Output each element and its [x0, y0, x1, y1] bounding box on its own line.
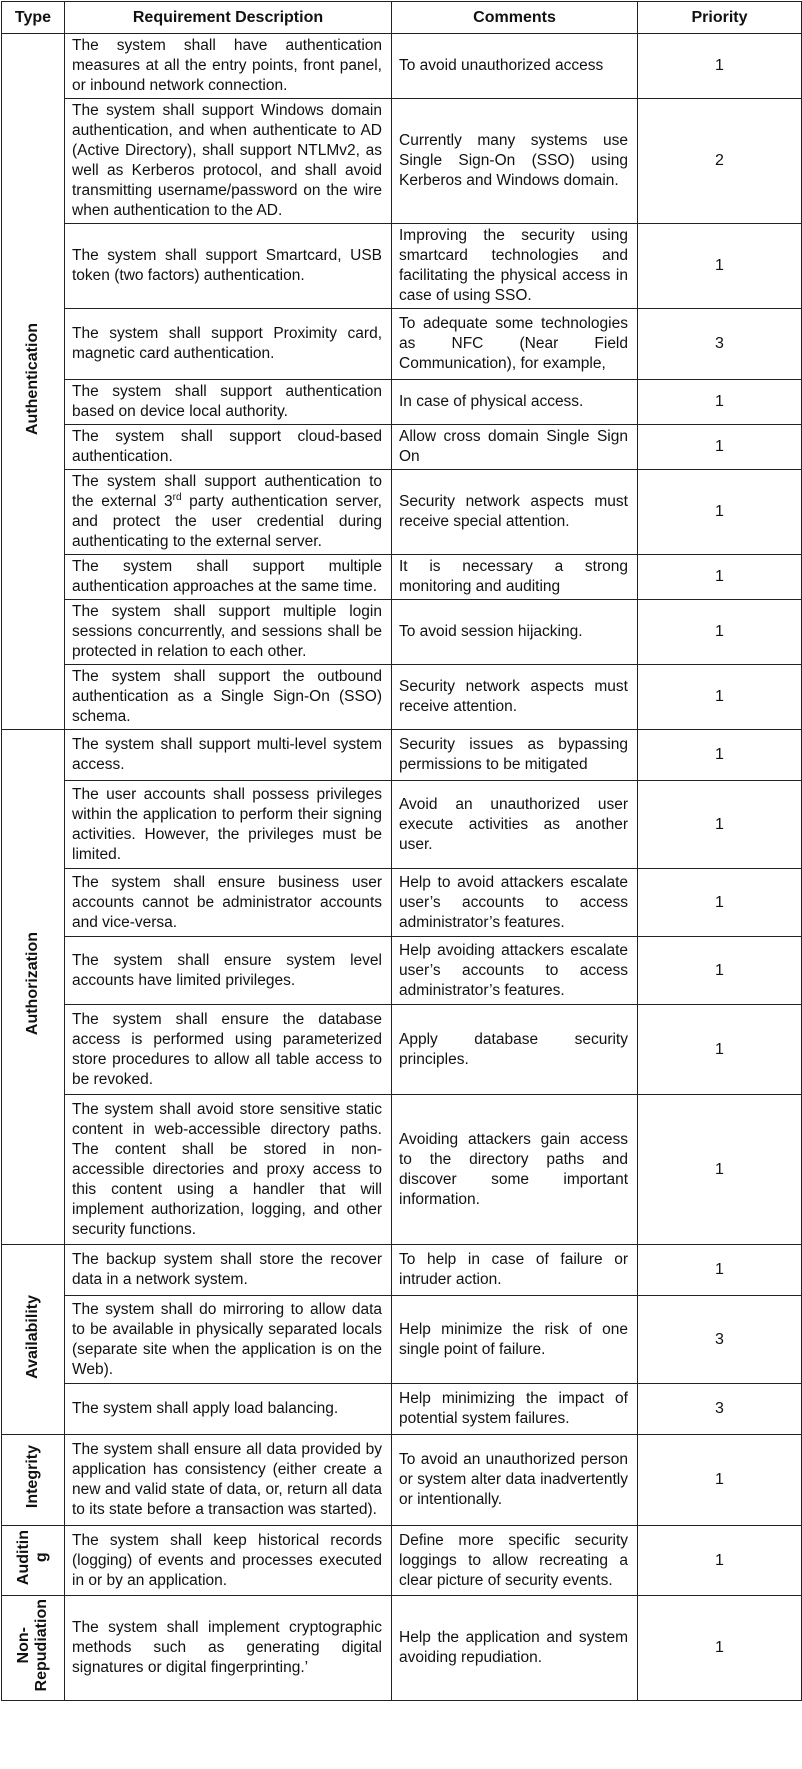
priority-cell: 1 — [638, 665, 802, 730]
description-cell: The system shall support multiple login sessions concurrently, and sessions shall be protected in relation to each other. — [65, 600, 392, 665]
table-row — [2, 1245, 802, 1296]
type-label-line: g — [33, 1552, 50, 1563]
table-row — [2, 781, 802, 869]
priority-cell: 3 — [638, 1384, 802, 1435]
comments-cell: Help minimizing the impact of potential system failures. — [392, 1384, 638, 1435]
header-description: Requirement Description — [65, 2, 392, 34]
type-cell-integrity — [2, 1435, 65, 1526]
description-cell: The system shall have authentication measures at all the entry points, front panel, or inbound network connection. — [65, 34, 392, 99]
priority-cell: 3 — [638, 1296, 802, 1384]
comments-cell: Help minimize the risk of one single point of failure. — [392, 1296, 638, 1384]
description-cell: The system shall keep historical records (logging) of events and processes executed in or by an application. — [65, 1526, 392, 1596]
ordinal-suffix: rd — [172, 491, 182, 503]
comments-cell: Security network aspects must receive special attention. — [392, 470, 638, 555]
comments-cell: Security issues as bypassing permissions to be mitigated — [392, 730, 638, 781]
comments-cell: To avoid an unauthorized person or system alter data inadvertently or intentionally. — [392, 1435, 638, 1526]
comments-cell: Help to avoid attackers escalate user’s accounts to access administrator’s features. — [392, 869, 638, 937]
priority-cell: 1 — [638, 1596, 802, 1701]
table-row — [2, 555, 802, 600]
type-label — [15, 1599, 51, 1691]
priority-cell: 1 — [638, 34, 802, 99]
type-label-line: Non- — [15, 1626, 32, 1664]
table-row — [2, 665, 802, 730]
priority-cell: 1 — [638, 555, 802, 600]
description-cell: The system shall avoid store sensitive static content in web-accessible directory paths. The content shall be stored in non-accessible directories and proxy access to this content using a handler that will implement authorization, logging, and other security functions. — [65, 1095, 392, 1245]
comments-cell: Apply database security principles. — [392, 1005, 638, 1095]
description-cell: The system shall support Proximity card, magnetic card authentication. — [65, 309, 392, 380]
comments-cell: Help avoiding attackers escalate user’s accounts to access administrator’s features. — [392, 937, 638, 1005]
table-row — [2, 1526, 802, 1596]
description-cell: The system shall ensure all data provided by application has consistency (either create a new and valid state of data, or, return all data to its state before a transaction was started). — [65, 1435, 392, 1526]
table-row — [2, 937, 802, 1005]
table-row — [2, 380, 802, 425]
type-cell-availability — [2, 1245, 65, 1435]
table-row — [2, 309, 802, 380]
description-cell: The system shall support the outbound authentication as a Single Sign-On (SSO) schema. — [65, 665, 392, 730]
comments-cell: Help the application and system avoiding repudiation. — [392, 1596, 638, 1701]
priority-cell: 1 — [638, 224, 802, 309]
comments-cell: In case of physical access. — [392, 380, 638, 425]
table-row — [2, 600, 802, 665]
table-row — [2, 470, 802, 555]
description-cell: The user accounts shall possess privileges within the application to perform their signing activities. However, the privileges must be limited. — [65, 781, 392, 869]
comments-cell: It is necessary a strong monitoring and auditing — [392, 555, 638, 600]
comments-cell: Security network aspects must receive attention. — [392, 665, 638, 730]
comments-cell: Avoiding attackers gain access to the directory paths and discover some important information. — [392, 1095, 638, 1245]
priority-cell: 1 — [638, 781, 802, 869]
priority-cell: 1 — [638, 425, 802, 470]
priority-cell: 1 — [638, 470, 802, 555]
type-label: Authorization — [24, 932, 41, 1036]
table-row — [2, 224, 802, 309]
comments-cell: Define more specific security loggings to allow recreating a clear picture of security events. — [392, 1526, 638, 1596]
type-cell-authentication — [2, 34, 65, 730]
description-cell: The system shall support authentication based on device local authority. — [65, 380, 392, 425]
type-label: Availability — [24, 1294, 41, 1379]
type-label: Authentication — [24, 322, 41, 435]
requirements-table — [1, 1, 802, 1701]
header-type: Type — [2, 2, 65, 34]
priority-cell: 1 — [638, 1245, 802, 1296]
table-row — [2, 34, 802, 99]
priority-cell: 2 — [638, 99, 802, 224]
priority-cell: 1 — [638, 1095, 802, 1245]
description-cell — [65, 470, 392, 555]
type-label: Integrity — [24, 1445, 41, 1509]
type-label — [15, 1530, 51, 1585]
comments-cell: To help in case of failure or intruder action. — [392, 1245, 638, 1296]
comments-cell: Currently many systems use Single Sign-On (SSO) using Kerberos and Windows domain. — [392, 99, 638, 224]
description-cell: The system shall ensure the database access is performed using parameterized store procedures to allow all table access to be revoked. — [65, 1005, 392, 1095]
priority-cell: 1 — [638, 937, 802, 1005]
priority-cell: 1 — [638, 380, 802, 425]
description-text: The system shall support authentication to the external 3 — [72, 473, 382, 510]
type-cell-authorization — [2, 730, 65, 1245]
comments-cell: To avoid unauthorized access — [392, 34, 638, 99]
description-cell: The system shall do mirroring to allow data to be available in physically separated locals (separate site when the application is on the Web). — [65, 1296, 392, 1384]
table-row — [2, 730, 802, 781]
description-cell: The system shall support multiple authentication approaches at the same time. — [65, 555, 392, 600]
table-row — [2, 869, 802, 937]
table-row — [2, 1296, 802, 1384]
type-label-line: Auditin — [15, 1529, 32, 1586]
priority-cell: 1 — [638, 1005, 802, 1095]
table-row — [2, 1596, 802, 1701]
description-cell: The backup system shall store the recover data in a network system. — [65, 1245, 392, 1296]
priority-cell: 3 — [638, 309, 802, 380]
comments-cell: To avoid session hijacking. — [392, 600, 638, 665]
header-row — [2, 2, 802, 34]
description-cell: The system shall support multi-level system access. — [65, 730, 392, 781]
table-row — [2, 425, 802, 470]
comments-cell: Allow cross domain Single Sign On — [392, 425, 638, 470]
comments-cell: Avoid an unauthorized user execute activities as another user. — [392, 781, 638, 869]
table-row — [2, 1095, 802, 1245]
table-row — [2, 1005, 802, 1095]
comments-cell: Improving the security using smartcard technologies and facilitating the physical access in case of using SSO. — [392, 224, 638, 309]
comments-cell: To adequate some technologies as NFC (Near Field Communication), for example, — [392, 309, 638, 380]
description-text: party authentication server, and protect the user credential during authenticating to the external server. — [72, 493, 382, 550]
description-cell: The system shall implement cryptographic methods such as generating digital signatures or digital fingerprinting.’ — [65, 1596, 392, 1701]
table-row — [2, 99, 802, 224]
type-label-line: Repudiation — [33, 1598, 50, 1692]
priority-cell: 1 — [638, 600, 802, 665]
description-cell: The system shall ensure system level accounts have limited privileges. — [65, 937, 392, 1005]
description-cell: The system shall support Windows domain authentication, and when authenticate to AD (Active Directory), shall support NTLMv2, as well as Kerberos protocol, and shall avoid transmitting username/password on the wire when authentication to the AD. — [65, 99, 392, 224]
type-cell-non-repudiation — [2, 1596, 65, 1701]
table-row — [2, 1435, 802, 1526]
type-cell-auditing — [2, 1526, 65, 1596]
header-comments: Comments — [392, 2, 638, 34]
priority-cell: 1 — [638, 1435, 802, 1526]
priority-cell: 1 — [638, 1526, 802, 1596]
priority-cell: 1 — [638, 869, 802, 937]
description-cell: The system shall ensure business user accounts cannot be administrator accounts and vice-versa. — [65, 869, 392, 937]
header-priority: Priority — [638, 2, 802, 34]
description-cell: The system shall support Smartcard, USB token (two factors) authentication. — [65, 224, 392, 309]
description-cell: The system shall support cloud-based authentication. — [65, 425, 392, 470]
priority-cell: 1 — [638, 730, 802, 781]
description-cell: The system shall apply load balancing. — [65, 1384, 392, 1435]
table-row — [2, 1384, 802, 1435]
